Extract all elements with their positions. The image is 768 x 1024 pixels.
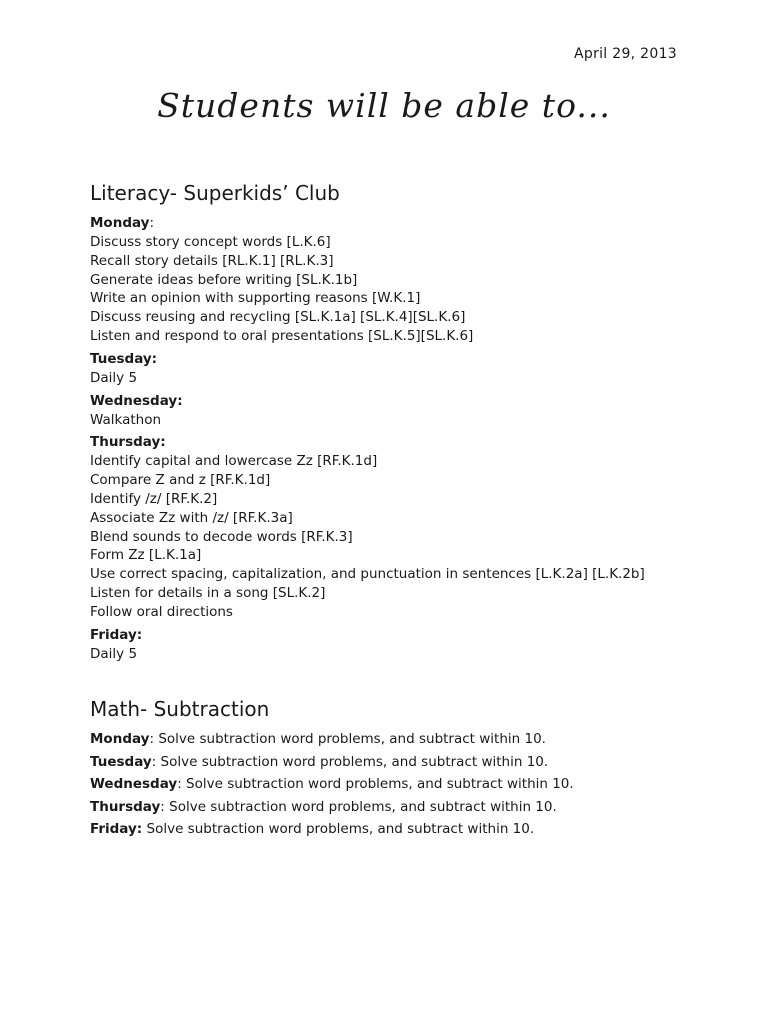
- list-item: Discuss reusing and recycling [SL.K.1a] [SL.K.4][SL.K.6]: [90, 309, 466, 326]
- list-item: Daily 5: [90, 645, 138, 662]
- day-label: Monday:: [90, 215, 155, 231]
- day-label: Monday: [90, 731, 150, 747]
- math-row-text: : Solve subtraction word problems, and subtract within 10.: [149, 731, 546, 747]
- document-date: April 29, 2013: [574, 46, 677, 62]
- list-item: Generate ideas before writing [SL.K.1b]: [90, 271, 358, 288]
- literacy-section: [90, 180, 710, 667]
- list-item: Compare Z and z [RF.K.1d]: [90, 472, 271, 489]
- literacy-day-wednesday: [90, 392, 710, 430]
- list-item: Listen for details in a song [SL.K.2]: [90, 584, 326, 601]
- literacy-heading: Literacy- Superkids’ Club: [90, 181, 340, 205]
- math-row-text: : Solve subtraction word problems, and subtract within 10.: [177, 776, 574, 793]
- day-label: Friday:: [90, 626, 143, 643]
- list-item: Recall story details [RL.K.1] [RL.K.3]: [90, 252, 334, 269]
- list-item: Identify /z/ [RF.K.2]: [90, 490, 218, 507]
- math-row-friday: [90, 818, 710, 841]
- literacy-day-tuesday: [90, 350, 710, 388]
- math-row-text: : Solve subtraction word problems, and subtract within 10.: [151, 753, 549, 770]
- day-label: Wednesday: [90, 776, 178, 793]
- day-label: Thursday:: [90, 434, 166, 451]
- list-item: Form Zz [L.K.1a]: [90, 547, 202, 564]
- document-title: Students will be able to...: [157, 86, 611, 125]
- list-item: Write an opinion with supporting reasons [W.K.1]: [90, 290, 421, 307]
- list-item: Walkathon: [90, 411, 162, 428]
- list-item: Identify capital and lowercase Zz [RF.K.1d]: [90, 453, 378, 470]
- list-item: Follow oral directions: [90, 603, 233, 620]
- literacy-day-thursday: [90, 433, 710, 621]
- math-row-text: Solve subtraction word problems, and subtract within 10.: [142, 821, 535, 838]
- math-heading: Math- Subtraction: [90, 697, 270, 721]
- list-item: Daily 5: [90, 369, 138, 386]
- list-item: Blend sounds to decode words [RF.K.3]: [90, 528, 353, 545]
- literacy-day-monday: [90, 214, 710, 346]
- day-label: Tuesday:: [90, 350, 158, 367]
- math-row-monday: [90, 728, 710, 751]
- day-label: Friday:: [90, 821, 143, 838]
- math-row-wednesday: [90, 773, 710, 796]
- list-item: Listen and respond to oral presentations [SL.K.5][SL.K.6]: [90, 327, 474, 344]
- math-row-text: : Solve subtraction word problems, and subtract within 10.: [160, 798, 557, 815]
- day-label: Wednesday:: [90, 392, 183, 409]
- list-item: Discuss story concept words [L.K.6]: [90, 234, 331, 250]
- list-item: Use correct spacing, capitalization, and punctuation in sentences [L.K.2a] [L.K.2b]: [90, 566, 645, 583]
- literacy-day-friday: [90, 626, 710, 664]
- math-section: [90, 696, 710, 841]
- list-item: Associate Zz with /z/ [RF.K.3a]: [90, 509, 293, 526]
- day-label: Thursday: [90, 798, 161, 815]
- math-row-thursday: [90, 796, 710, 819]
- math-row-tuesday: [90, 751, 710, 774]
- day-label: Tuesday: [90, 753, 152, 770]
